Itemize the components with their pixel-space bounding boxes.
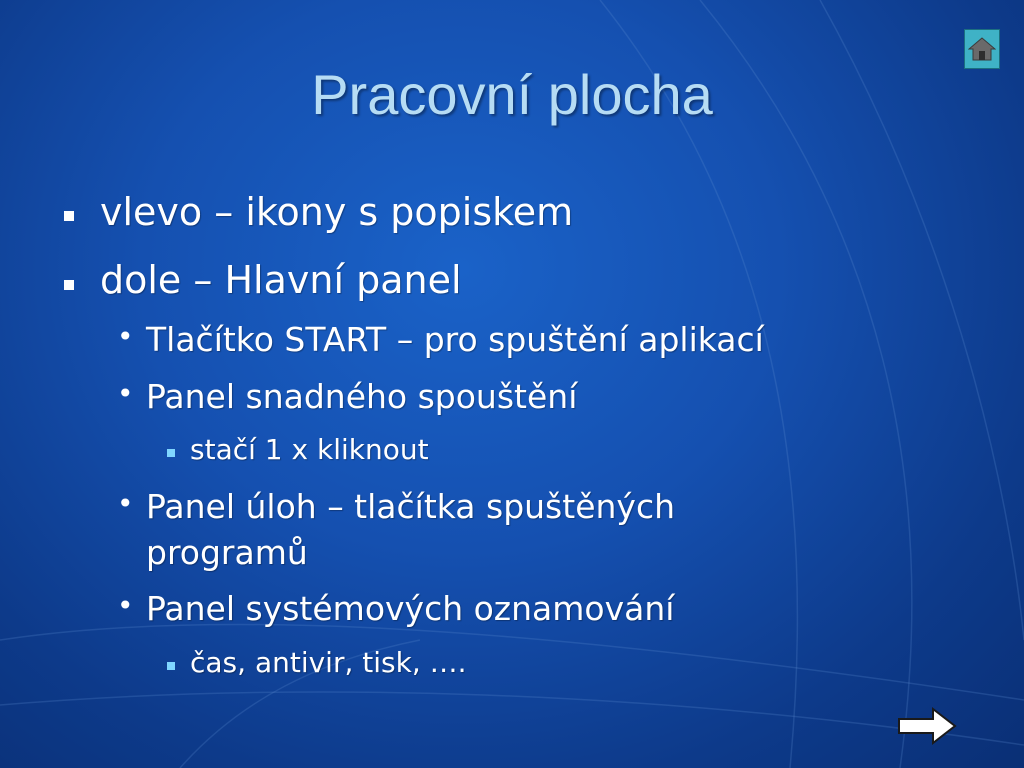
bullet-item: Tlačítko START – pro spuštění aplikací (146, 320, 764, 359)
bullet-item: Panel snadného spouštění (146, 377, 578, 416)
bullet-dot-icon: • (117, 377, 134, 410)
bullet-square-icon (167, 449, 175, 457)
arrow-right-icon (897, 706, 959, 746)
bullet-item: čas, antivir, tisk, …. (190, 646, 467, 679)
bullet-item: Panel úloh – tlačítka spuštěných (146, 487, 675, 526)
bullet-item: Panel systémových oznamování (146, 589, 675, 628)
bullet-square-icon (64, 211, 74, 221)
bullet-square-icon (167, 662, 175, 670)
home-icon (968, 36, 996, 62)
bullet-dot-icon: • (117, 487, 134, 520)
bullet-item: vlevo – ikony s popiskem (100, 190, 574, 234)
bullet-dot-icon: • (117, 589, 134, 622)
bullet-item: stačí 1 x kliknout (190, 433, 429, 466)
bullet-item-continuation: programů (146, 533, 308, 572)
next-slide-button[interactable] (897, 706, 959, 746)
bullet-square-icon (64, 280, 74, 290)
home-button[interactable] (964, 29, 1000, 69)
slide-title: Pracovní plocha (311, 63, 713, 126)
bullet-dot-icon: • (117, 320, 134, 353)
bullet-item: dole – Hlavní panel (100, 258, 462, 302)
